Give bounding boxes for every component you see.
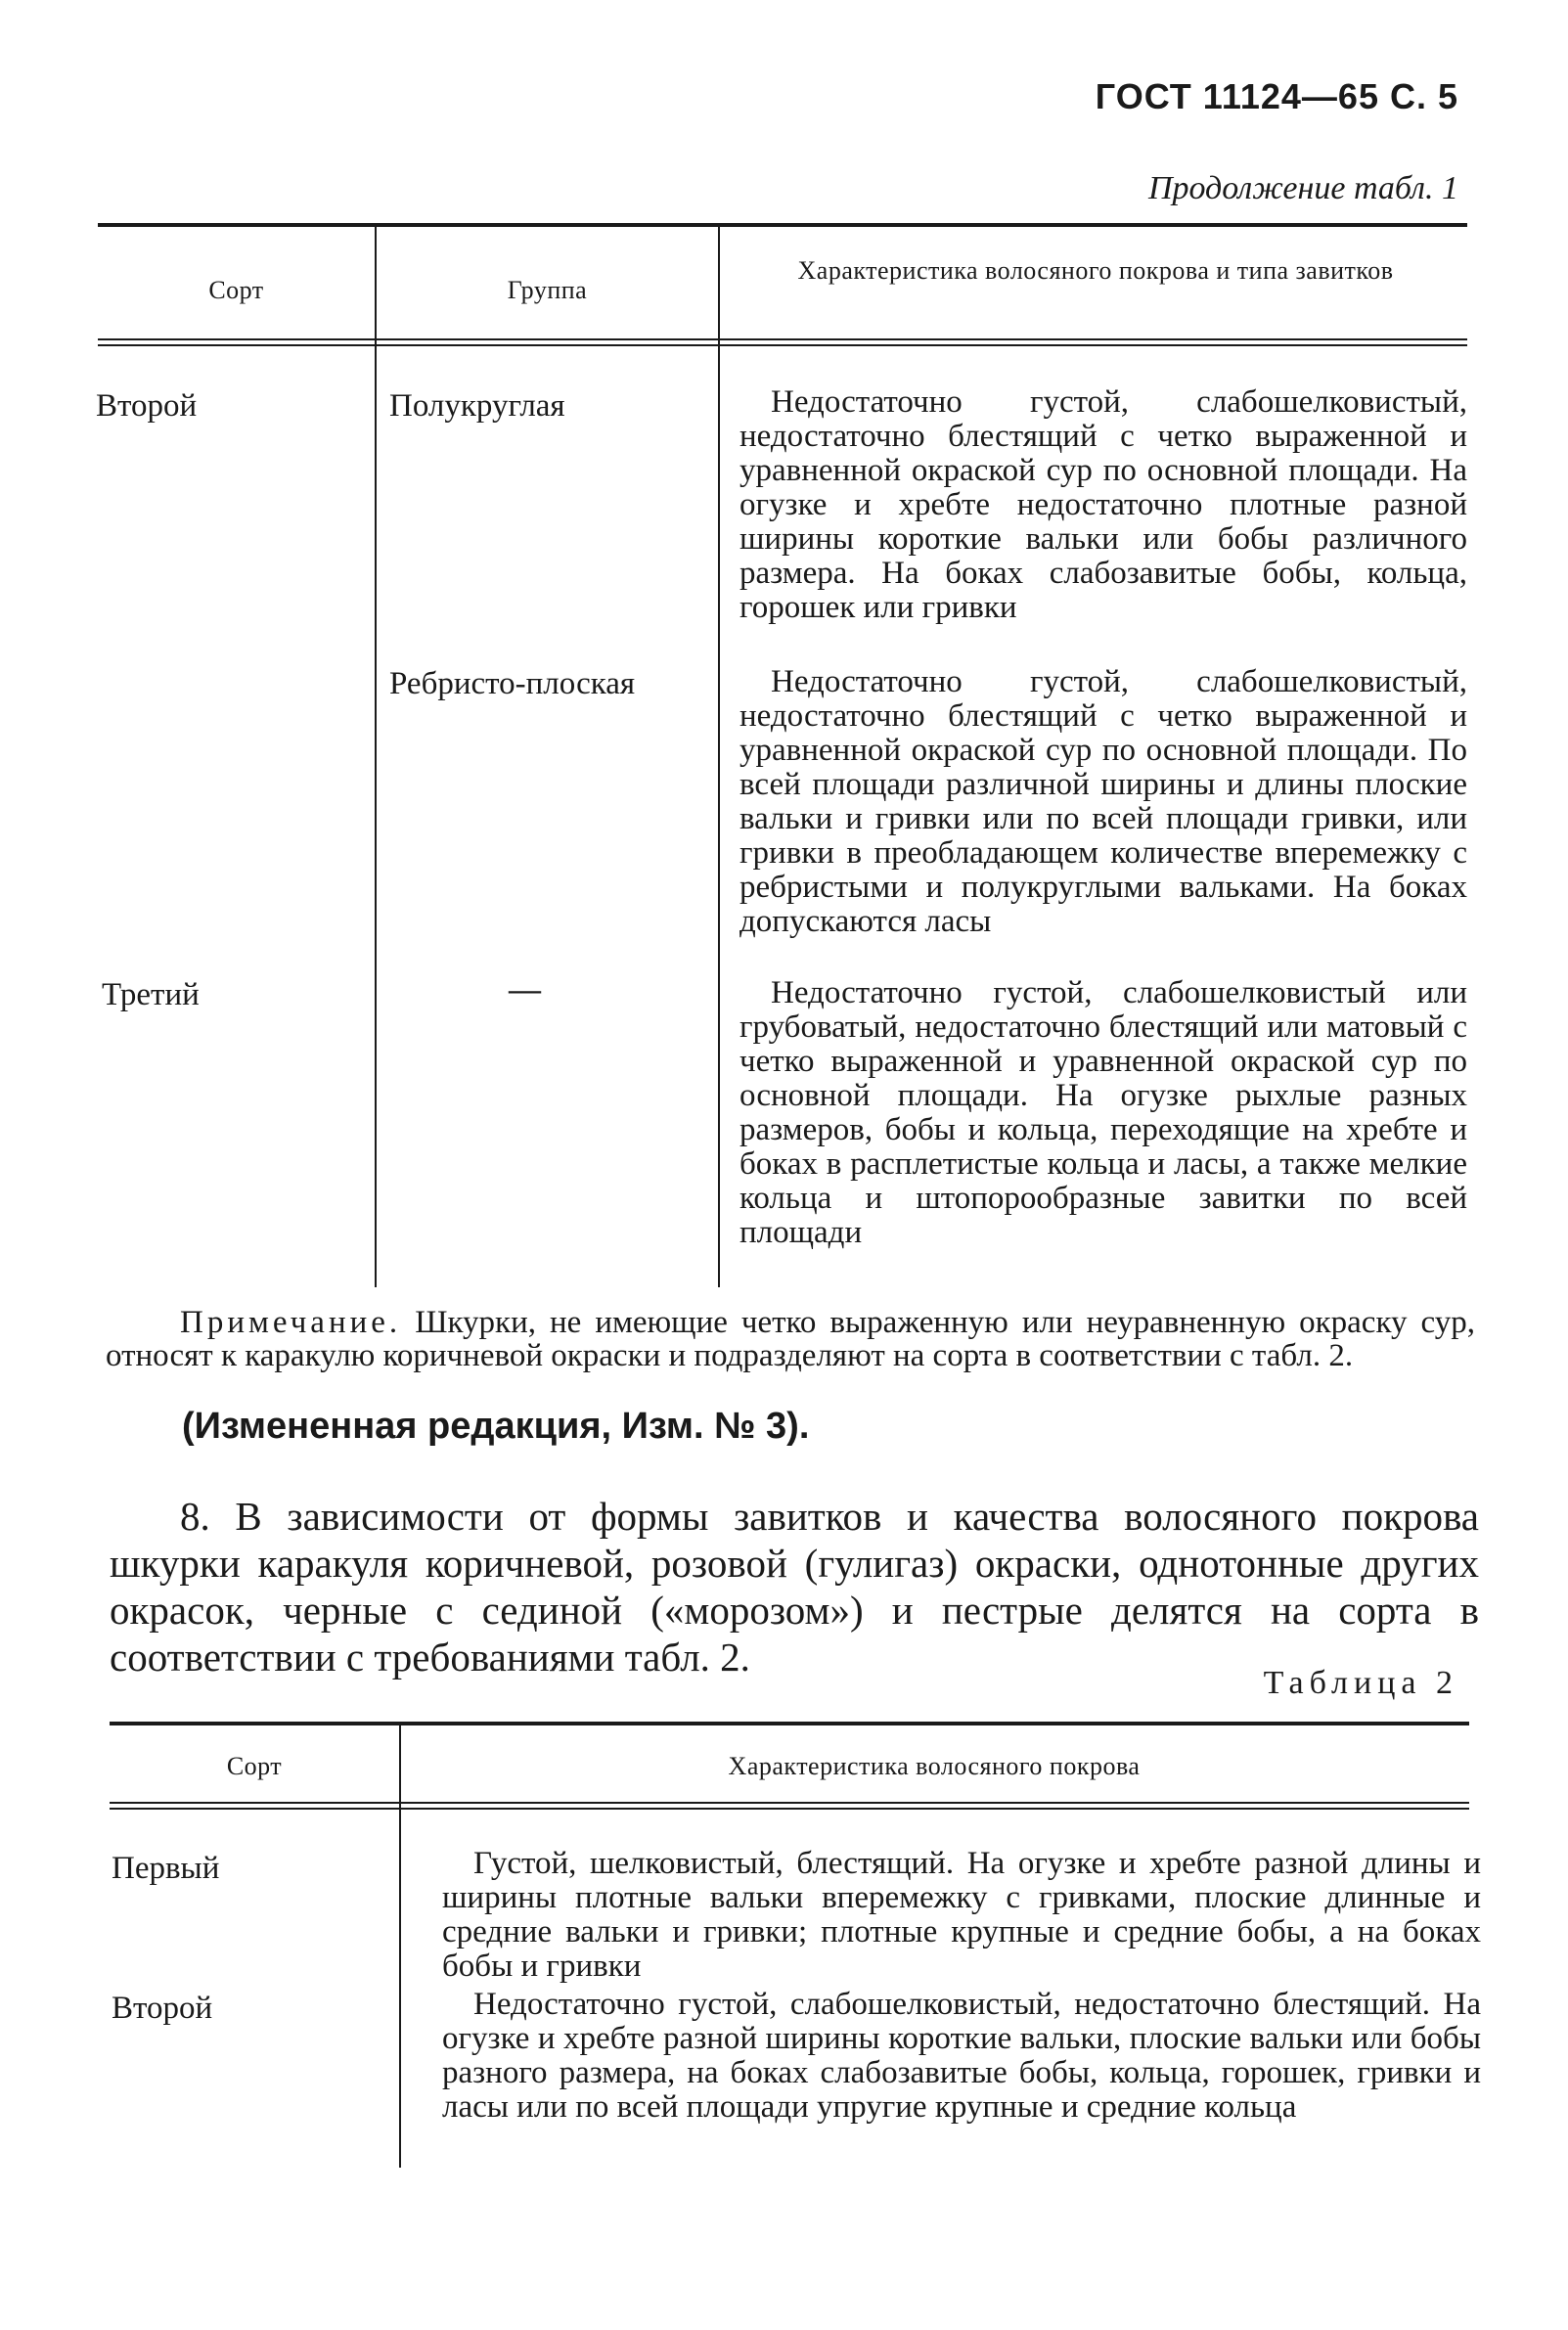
table2-header-characteristic: Характеристика волосяного покрова (728, 1752, 1141, 1780)
table1-row3-group: — (509, 972, 541, 1008)
table1-header-characteristic: Характеристика волосяного покрова и типа завитков (797, 256, 1394, 285)
edition-notice: (Измененная редакция, Изм. № 3). (182, 1406, 810, 1447)
table1-col-divider-1 (375, 227, 377, 1287)
table1-header-sort: Сорт (208, 276, 264, 304)
table2-row1-sort: Первый (112, 1851, 220, 1886)
table2-col-divider (399, 1725, 401, 2168)
table-continuation-label: Продолжение табл. 1 (1147, 170, 1458, 206)
note-text: Шкурки, не имеющие четко выраженную или неуравненную окраску сур, относят к каракулю коричневой окраски и подразделяют на сорта в соответствии с табл. 2. (106, 1305, 1475, 1373)
table2-top-rule (110, 1722, 1469, 1725)
table1-row3-sort: Третий (102, 977, 200, 1012)
table1-row3-text: Недостаточно густой, слабошелковистый или грубоватый, недостаточно блестящий или матовый с четко выраженной и уравненной окраской сур по основной площади. На огузке рыхлые разных размеров, бобы и кольца, переходящие на хребте и боках в расплетистые кольца и ласы, а также мелкие кольца и штопорообразные завитки по всей площади (739, 975, 1467, 1250)
table1-row1-group: Полукруглая (389, 388, 565, 424)
table1-col-divider-2 (718, 227, 720, 1287)
table1-row1-sort: Второй (96, 388, 198, 424)
table2-header-rule-2 (110, 1808, 1469, 1810)
note-label: Примечание. (180, 1305, 402, 1340)
table1-note (106, 1306, 1475, 1372)
page-header: ГОСТ 11124—65 С. 5 (1095, 76, 1458, 116)
table1-row1-text: Недостаточно густой, слабошелковистый, недостаточно блестящий с четко выраженной и уравненной окраской сур по основной площади. На огузке и хребте недостаточно плотные разной ширины короткие вальки или бобы различного размера. На боках слабозавитые бобы, кольца, горошек или гривки (739, 384, 1467, 625)
table1-row2-text: Недостаточно густой, слабошелковистый, недостаточно блестящий с четко выраженной и уравненной окраской сур по основной площади. По всей площади различной ширины и длины плоские вальки и гривки или по всей площади гривки, или гривки в преобладающем количестве вперемежку с ребристыми и полукруглыми вальками. На боках допускаются ласы (739, 664, 1467, 939)
table2-header-sort: Сорт (226, 1752, 283, 1780)
table2-header-rule (110, 1802, 1469, 1804)
table1-header-rule-2 (98, 344, 1467, 346)
table2-row2-text: Недостаточно густой, слабошелковистый, недостаточно блестящий. На огузке и хребте разной ширины короткие вальки, плоские вальки или бобы разного размера, на боках слабозавитые бобы, кольца, горошек, гривки и ласы или по всей площади упругие крупные и средние кольца (442, 1987, 1481, 2125)
table1-header-group: Группа (507, 276, 588, 304)
table2-title: Таблица 2 (1263, 1665, 1458, 1701)
table1-top-rule (98, 223, 1467, 227)
table2-row2-sort: Второй (112, 1991, 213, 2026)
paragraph-8: 8. В зависимости от формы завитков и качества волосяного покрова шкурки каракуля коричневой, розовой (гулигаз) окраски, однотонные других окрасок, черные с сединой («морозом») и пестрые делятся на сорта в соответствии с требованиями табл. 2. (110, 1494, 1479, 1680)
table1-row2-group: Ребристо-плоская (389, 666, 636, 701)
table2-row1-text: Густой, шелковистый, блестящий. На огузке и хребте разной длины и ширины плотные вальки вперемежку с гривками, плоские длинные и средние вальки и гривки; плотные крупные и средние бобы, а на боках бобы и гривки (442, 1846, 1481, 1984)
table1-header-rule (98, 338, 1467, 340)
